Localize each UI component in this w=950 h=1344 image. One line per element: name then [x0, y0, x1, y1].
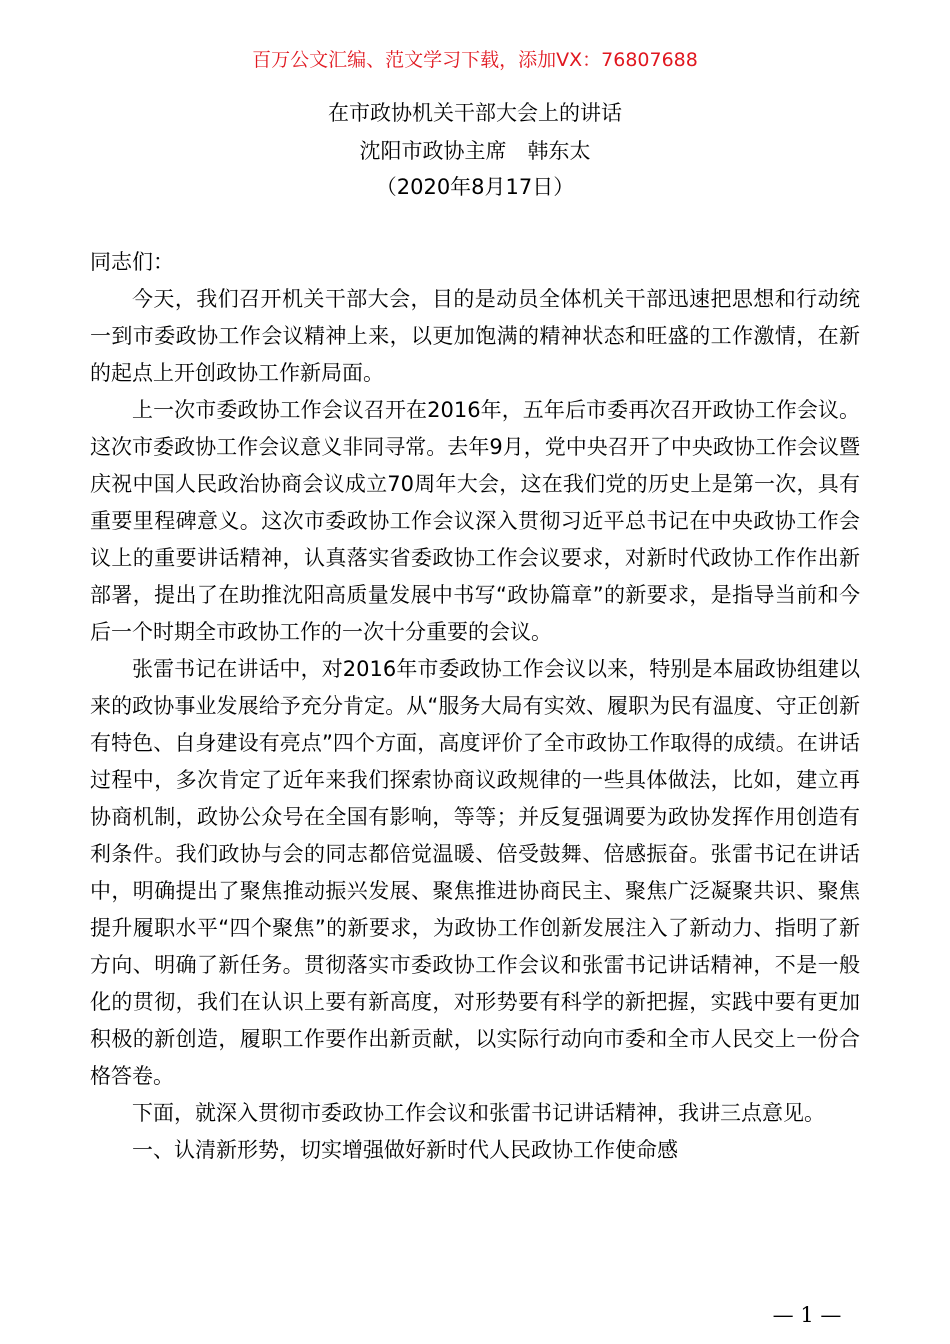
paragraph: 今天，我们召开机关干部大会，目的是动员全体机关干部迅速把思想和行动统一到市委政协工作会议精神上来，以更加饱满的精神状态和旺盛的工作激情，在新的起点上开创政协工作新局面。 [90, 287, 860, 385]
paragraph: 张雷书记在讲话中，对2016年市委政协工作会议以来，特别是本届政协组建以来的政协事业发展给予充分肯定。从“服务大局有实效、履职为民有温度、守正创新有特色、自身建设有亮点”四个方面，高度评价了全市政协工作取得的成绩。在讲话过程中，多次肯定了近年来我们探索协商议政规律的一些具体做法，比如，建立再协商机制，政协公众号在全国有影响，等等；并反复强调要为政协发挥作用创造有利条件。我们政协与会的同志都倍觉温暖、倍受鼓舞、倍感振奋。张雷书记在讲话中，明确提出了聚焦推动振兴发展、聚焦推进协商民主、聚焦广泛凝聚共识、聚焦提升履职水平“四个聚焦”的新要求，为政协工作创新发展注入了新动力、指明了新方向、明确了新任务。贯彻落实市委政协工作会议和张雷书记讲话精神，不是一般化的贯彻，我们在认识上要有新高度，对形势要有科学的新把握，实践中要有更加积极的新创造，履职工作要作出新贡献，以实际行动向市委和全市人民交上一份合格答卷。 [90, 657, 860, 1088]
speech-date: （2020年8月17日） [375, 175, 575, 199]
salutation: 同志们： [90, 250, 174, 274]
speaker-line: 沈阳市政协主席 韩东太 [359, 139, 591, 163]
speech-body [90, 244, 860, 1169]
speech-title: 在市政协机关干部大会上的讲话 [328, 101, 622, 125]
watermark-banner: 百万公文汇编、范文学习下载，添加VX：76807688 [252, 49, 698, 71]
section-heading: 一、认清新形势，切实增强做好新时代人民政协工作使命感 [132, 1138, 678, 1162]
page-number: — 1 — [772, 1303, 842, 1327]
paragraph: 上一次市委政协工作会议召开在2016年，五年后市委再次召开政协工作会议。这次市委政协工作会议意义非同寻常。去年9月，党中央召开了中央政协工作会议暨庆祝中国人民政治协商会议成立70周年大会，这在我们党的历史上是第一次，具有重要里程碑意义。这次市委政协工作会议深入贯彻习近平总书记在中央政协工作会议上的重要讲话精神，认真落实省委政协工作会议要求，对新时代政协工作作出新部署，提出了在助推沈阳高质量发展中书写“政协篇章”的新要求，是指导当前和今后一个时期全市政协工作的一次十分重要的会议。 [90, 398, 860, 644]
paragraph: 下面，就深入贯彻市委政协工作会议和张雷书记讲话精神，我讲三点意见。 [132, 1101, 825, 1125]
